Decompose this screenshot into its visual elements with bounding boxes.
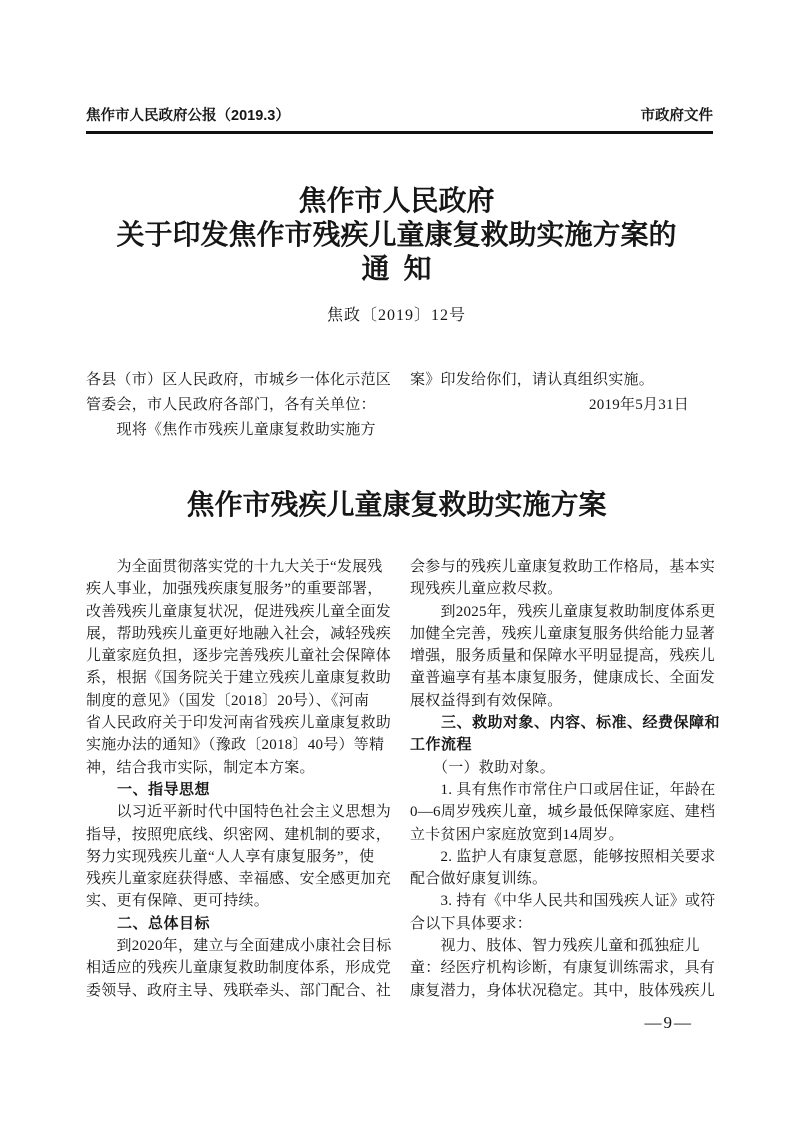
plan-text-line: 一、指导思想 bbox=[86, 780, 211, 798]
notice-body-line: 管委会，市人民政府各部门，各有关单位： bbox=[86, 397, 376, 413]
plan-text-line: 残疾儿童家庭获得感、幸福感、安全感更加充 bbox=[86, 871, 392, 888]
header-left-text: 焦作市人民政府公报（2019.3） bbox=[86, 108, 290, 124]
plan-text-line: 增强，服务质量和保障水平明显提高，残疾儿 bbox=[410, 648, 716, 665]
plan-text-line: 0—6周岁残疾儿童，城乡最低保障家庭、建档 bbox=[410, 804, 716, 821]
plan-text-line: 康复潜力，身体状况稳定。其中，肢体残疾儿 bbox=[410, 982, 716, 999]
notice-body-line: 现将《焦作市残疾儿童康复救助实施方 bbox=[86, 422, 376, 438]
plan-text-line: 会参与的残疾儿童康复救助工作格局，基本实 bbox=[410, 559, 716, 575]
page-header bbox=[86, 104, 713, 134]
plan-text-line: 系，根据《国务院关于建立残疾儿童康复救助 bbox=[86, 670, 392, 687]
plan-text-line: 改善残疾儿童康复状况，促进残疾儿童全面发 bbox=[86, 603, 392, 620]
plan-text-line: 疾人事业，加强残疾康复服务”的重要部署， bbox=[86, 581, 383, 598]
doc-number: 焦政〔2019〕12号 bbox=[326, 307, 466, 324]
plan-text-line: 到2020年，建立与全面建成小康社会目标 bbox=[86, 938, 392, 955]
plan-title: 焦作市残疾儿童康复救助实施方案 bbox=[186, 490, 607, 521]
plan-text-line: 指导，按照兜底线、织密网、建机制的要求， bbox=[86, 826, 392, 843]
plan-text-line: 三、救助对象、内容、标准、经费保障和 bbox=[410, 714, 721, 732]
plan-text-line: （一）救助对象。 bbox=[410, 759, 556, 776]
plan-text-line: 实、更有保障、更可持续。 bbox=[86, 893, 270, 910]
notice-title bbox=[0, 185, 793, 287]
notice-date: 2019年5月31日 bbox=[588, 397, 689, 413]
plan-text-line: 相适应的残疾儿童康复救助制度体系，形成党 bbox=[86, 960, 392, 977]
plan-left-column bbox=[86, 556, 391, 1002]
page-number: —9— bbox=[644, 1013, 693, 1032]
plan-text-line: 现残疾儿童应救尽救。 bbox=[410, 581, 563, 598]
plan-text-line: 加健全完善，残疾儿童康复服务供给能力显著 bbox=[410, 625, 716, 642]
plan-text-line: 委领导、政府主导、残联牵头、部门配合、社 bbox=[86, 982, 392, 999]
plan-text-line: 二、总体目标 bbox=[86, 914, 211, 932]
plan-right-column bbox=[410, 556, 721, 1002]
notice-body-left-column bbox=[86, 368, 391, 443]
plan-text-line: 3. 持有《中华人民共和国残疾人证》或符 bbox=[410, 893, 716, 910]
plan-text-line: 以习近平新时代中国特色社会主义思想为 bbox=[86, 804, 392, 821]
notice-title-line: 焦作市人民政府 bbox=[298, 186, 495, 217]
plan-text-line: 神，结合我市实际，制定本方案。 bbox=[86, 759, 315, 776]
plan-text-line: 为全面贯彻落实党的十九大关于“发展残 bbox=[86, 559, 383, 575]
plan-text-line: 儿童家庭负担，逐步完善残疾儿童社会保障体 bbox=[86, 648, 392, 665]
header-right-text: 市政府文件 bbox=[640, 108, 713, 124]
notice-body-line: 各县（市）区人民政府，市城乡一体化示范区 bbox=[86, 372, 392, 388]
notice-title-line: 关于印发焦作市残疾儿童康复救助实施方案的 bbox=[116, 220, 677, 251]
plan-text-line: 省人民政府关于印发河南省残疾儿童康复救助 bbox=[86, 715, 392, 732]
plan-text-line: 配合做好康复训练。 bbox=[410, 871, 548, 888]
plan-text-line: 展，帮助残疾儿童更好地融入社会，减轻残疾 bbox=[86, 625, 392, 642]
plan-text-line: 1. 具有焦作市常住户口或居住证，年龄在 bbox=[410, 781, 716, 798]
notice-body-line: 案》印发给你们，请认真组织实施。 bbox=[410, 372, 655, 388]
plan-text-line: 立卡贫困户家庭放宽到14周岁。 bbox=[410, 826, 624, 843]
notice-body-right-column bbox=[410, 368, 715, 418]
plan-text-line: 合以下具体要求： bbox=[410, 915, 533, 932]
plan-text-line: 2. 监护人有康复意愿，能够按照相关要求 bbox=[410, 848, 716, 865]
plan-text-line: 实施办法的通知》（豫政〔2018〕40号）等精 bbox=[86, 737, 385, 754]
plan-text-line: 展权益得到有效保障。 bbox=[410, 692, 563, 709]
plan-text-line: 童普遍享有基本康复服务，健康成长、全面发 bbox=[410, 670, 716, 687]
plan-text-line: 努力实现残疾儿童“人人享有康复服务”，使 bbox=[86, 848, 375, 865]
plan-text-line: 视力、肢体、智力残疾儿童和孤独症儿 bbox=[410, 938, 700, 955]
plan-text-line: 制度的意见》（国发〔2018〕20号）、《河南 bbox=[86, 692, 370, 709]
plan-text-line: 童：经医疗机构诊断，有康复训练需求，具有 bbox=[410, 960, 716, 977]
notice-title-line: 通 知 bbox=[361, 254, 432, 285]
plan-text-line: 工作流程 bbox=[410, 736, 473, 754]
plan-text-line: 到2025年，残疾儿童康复救助制度体系更 bbox=[410, 603, 716, 620]
